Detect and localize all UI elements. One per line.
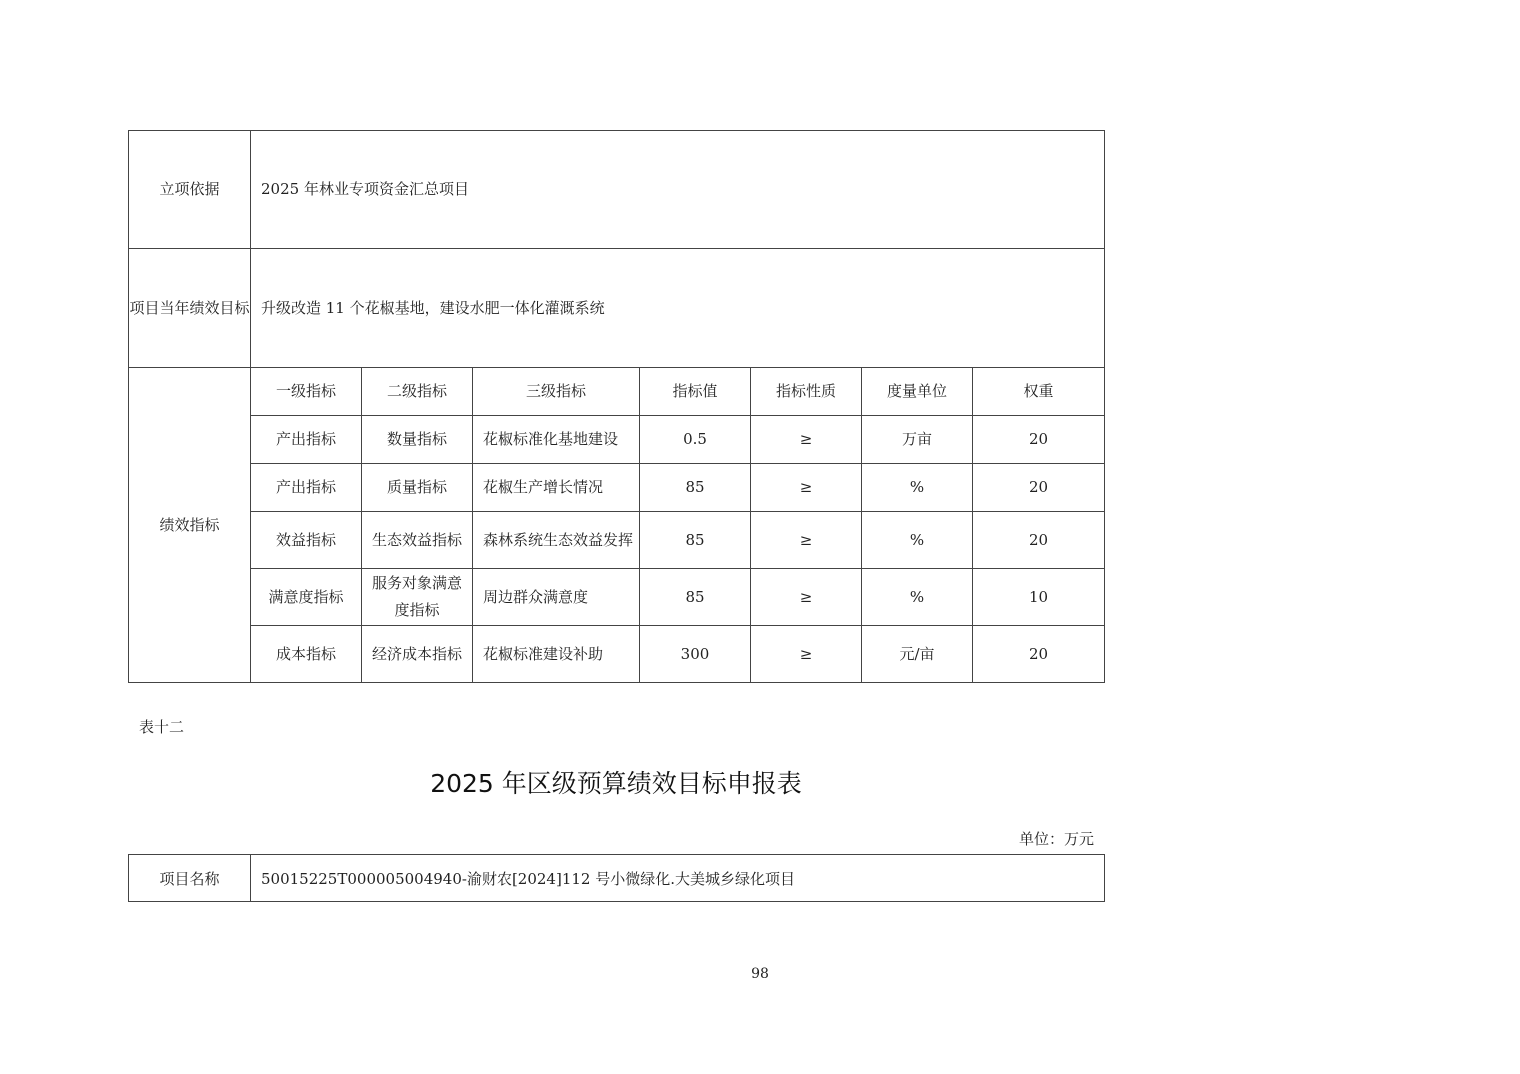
table-cell: 10 — [973, 569, 1105, 626]
goal-value: 升级改造 11 个花椒基地，建设水肥一体化灌溉系统 — [251, 249, 1105, 368]
table-row — [129, 464, 1105, 512]
page-number: 98 — [751, 966, 769, 982]
table-cell: 产出指标 — [251, 464, 362, 512]
table-cell: ≥ — [751, 416, 862, 464]
basis-row — [129, 131, 1105, 249]
header-cell: 三级指标 — [473, 368, 640, 416]
goal-label: 项目当年绩效目标 — [129, 249, 251, 368]
table-cell: 森林系统生态效益发挥 — [473, 512, 640, 569]
table-cell: 经济成本指标 — [362, 626, 473, 683]
table-cell: 20 — [973, 626, 1105, 683]
table-cell: 花椒标准化基地建设 — [473, 416, 640, 464]
table-cell: % — [862, 464, 973, 512]
table-cell: 花椒标准建设补助 — [473, 626, 640, 683]
table-cell: 效益指标 — [251, 512, 362, 569]
table-cell: 20 — [973, 416, 1105, 464]
table-cell: 85 — [640, 464, 751, 512]
table-row — [129, 512, 1105, 569]
table-row — [129, 626, 1105, 683]
header-cell: 度量单位 — [862, 368, 973, 416]
header-cell: 二级指标 — [362, 368, 473, 416]
table-cell: 生态效益指标 — [362, 512, 473, 569]
indicator-header-row — [129, 368, 1105, 416]
table-cell: 成本指标 — [251, 626, 362, 683]
basis-label: 立项依据 — [129, 131, 251, 249]
table-cell: 20 — [973, 512, 1105, 569]
form-title: 2025 年区级预算绩效目标申报表 — [430, 769, 802, 798]
table-cell: 服务对象满意度指标 — [362, 569, 473, 626]
table-cell: 周边群众满意度 — [473, 569, 640, 626]
project-value: 50015225T000005004940-渝财农[2024]112 号小微绿化.大美城乡绿化项目 — [251, 855, 1105, 902]
table-cell: 20 — [973, 464, 1105, 512]
table-cell: 85 — [640, 569, 751, 626]
table-cell: 300 — [640, 626, 751, 683]
goal-row — [129, 249, 1105, 368]
table-number-label: 表十二 — [139, 718, 185, 736]
table-cell: ≥ — [751, 464, 862, 512]
project-table — [128, 854, 1105, 902]
project-label: 项目名称 — [129, 855, 251, 902]
table-cell: 元/亩 — [862, 626, 973, 683]
table-cell: 数量指标 — [362, 416, 473, 464]
table-cell: ≥ — [751, 569, 862, 626]
header-cell: 一级指标 — [251, 368, 362, 416]
project-row — [129, 855, 1105, 902]
table-cell: ≥ — [751, 512, 862, 569]
basis-value: 2025 年林业专项资金汇总项目 — [251, 131, 1105, 249]
table-cell: % — [862, 569, 973, 626]
unit-note: 单位：万元 — [1018, 830, 1094, 848]
table-cell: 产出指标 — [251, 416, 362, 464]
table-cell: ≥ — [751, 626, 862, 683]
table-cell: 满意度指标 — [251, 569, 362, 626]
performance-table — [128, 130, 1105, 683]
header-cell: 指标值 — [640, 368, 751, 416]
table-cell: 花椒生产增长情况 — [473, 464, 640, 512]
table-cell: 质量指标 — [362, 464, 473, 512]
indicators-label: 绩效指标 — [129, 368, 251, 683]
table-cell: 85 — [640, 512, 751, 569]
table-row — [129, 416, 1105, 464]
header-cell: 指标性质 — [751, 368, 862, 416]
table-cell: 0.5 — [640, 416, 751, 464]
header-cell: 权重 — [973, 368, 1105, 416]
table-cell: % — [862, 512, 973, 569]
table-cell: 万亩 — [862, 416, 973, 464]
table-row — [129, 569, 1105, 626]
